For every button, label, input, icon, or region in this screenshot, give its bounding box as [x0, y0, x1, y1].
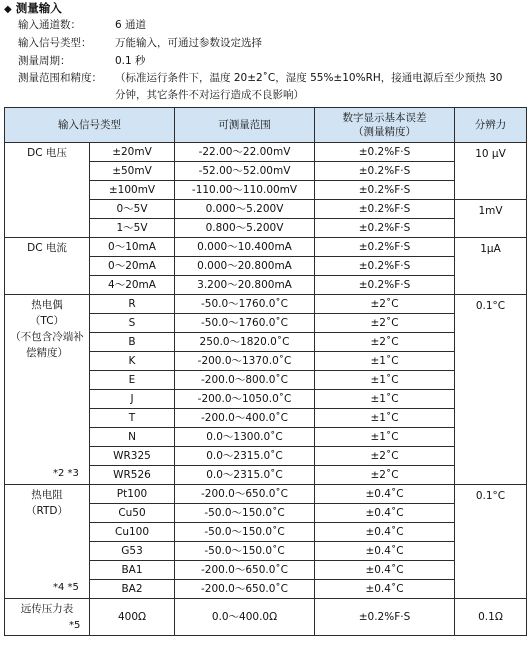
cell-type: ±100mV: [90, 181, 175, 200]
group-name: 热电偶: [31, 299, 63, 311]
cell-type: Pt100: [90, 485, 175, 504]
table-row: [5, 143, 527, 162]
cell-range: -200.0～1370.0˚C: [175, 352, 315, 371]
header-error-line2: （测量精度）: [353, 126, 416, 138]
cell-error: ±1˚C: [315, 352, 455, 371]
cell-error: ±2˚C: [315, 333, 455, 352]
cell-type: T: [90, 409, 175, 428]
cell-type: Cu50: [90, 504, 175, 523]
group-cell-dc-current: [5, 238, 90, 295]
cell-range: 0.000～5.200V: [175, 200, 315, 219]
group-footnote: *2 *3: [53, 468, 79, 479]
cell-type: WR526: [90, 466, 175, 485]
cell-error: ±2˚C: [315, 466, 455, 485]
diamond-bullet-icon: ◆: [4, 4, 12, 15]
group-cell-pressure-gauge: [5, 599, 90, 636]
cell-range: -110.00～110.00mV: [175, 181, 315, 200]
group-name: （不包含冷端补: [10, 331, 84, 343]
cell-type: E: [90, 371, 175, 390]
cell-type: Cu100: [90, 523, 175, 542]
info-value: 0.1 秒: [115, 55, 146, 67]
cell-range: -50.0～150.0˚C: [175, 542, 315, 561]
cell-error: ±2˚C: [315, 314, 455, 333]
cell-range: 0.0～2315.0˚C: [175, 466, 315, 485]
cell-type: G53: [90, 542, 175, 561]
group-name: 远传压力表: [20, 603, 74, 615]
cell-range: -50.0～150.0˚C: [175, 504, 315, 523]
cell-range: 0.000～10.400mA: [175, 238, 315, 257]
cell-type: J: [90, 390, 175, 409]
cell-error: ±0.4˚C: [315, 485, 455, 504]
group-name: DC 电流: [27, 242, 67, 254]
table-row: [5, 599, 527, 636]
cell-range: 0.0～1300.0˚C: [175, 428, 315, 447]
cell-range: -200.0～650.0˚C: [175, 580, 315, 599]
info-value: 万能输入，可通过参数设定选择: [115, 37, 262, 49]
cell-range: 0.0～400.0Ω: [175, 599, 315, 636]
cell-type: 0～5V: [90, 200, 175, 219]
header-type: 输入信号类型: [5, 108, 175, 143]
cell-range: -200.0～650.0˚C: [175, 485, 315, 504]
cell-type: BA1: [90, 561, 175, 580]
cell-type: 0～20mA: [90, 257, 175, 276]
cell-resolution: 0.1Ω: [455, 599, 527, 636]
info-key: 输入信号类型：: [18, 37, 92, 49]
group-cell-dc-voltage: [5, 143, 90, 238]
info-key: 输入通道数：: [18, 19, 81, 31]
cell-error: ±0.4˚C: [315, 504, 455, 523]
cell-range: 0.0～2315.0˚C: [175, 447, 315, 466]
cell-type: R: [90, 295, 175, 314]
cell-range: -52.00～52.00mV: [175, 162, 315, 181]
cell-error: ±0.4˚C: [315, 523, 455, 542]
cell-range: -200.0～650.0˚C: [175, 561, 315, 580]
header-error: [315, 108, 455, 143]
table-row: [5, 295, 527, 314]
section-title: 测量输入: [15, 1, 62, 15]
cell-type: WR325: [90, 447, 175, 466]
group-name: （TC）: [29, 315, 65, 327]
table-row: [5, 485, 527, 504]
cell-error: ±0.2%F·S: [315, 219, 455, 238]
cell-error: ±1˚C: [315, 428, 455, 447]
info-key: 测量范围和精度：: [18, 72, 102, 84]
table-row: [5, 238, 527, 257]
cell-type: K: [90, 352, 175, 371]
cell-type: B: [90, 333, 175, 352]
cell-type: ±50mV: [90, 162, 175, 181]
cell-range: -50.0～150.0˚C: [175, 523, 315, 542]
cell-error: ±0.2%F·S: [315, 181, 455, 200]
info-value: 6 通道: [115, 19, 147, 31]
cell-range: -22.00～22.00mV: [175, 143, 315, 162]
cell-type: BA2: [90, 580, 175, 599]
info-line: [18, 35, 262, 51]
cell-type: 4～20mA: [90, 276, 175, 295]
measurement-table: [4, 107, 527, 636]
group-name: （RTD）: [25, 505, 69, 517]
header-resolution: 分辨力: [455, 108, 527, 143]
info-value: 分钟，其它条件不对运行造成不良影响）: [115, 89, 304, 101]
group-name: DC 电压: [27, 147, 67, 159]
cell-range: 250.0～1820.0˚C: [175, 333, 315, 352]
cell-type: 400Ω: [90, 599, 175, 636]
cell-range: 0.800～5.200V: [175, 219, 315, 238]
cell-range: -200.0～800.0˚C: [175, 371, 315, 390]
table-body: [5, 143, 527, 636]
cell-error: ±2˚C: [315, 295, 455, 314]
cell-type: 1～5V: [90, 219, 175, 238]
group-name: 热电阻: [31, 489, 63, 501]
cell-error: ±1˚C: [315, 390, 455, 409]
cell-resolution: 0.1°C: [455, 295, 527, 485]
cell-error: ±0.4˚C: [315, 561, 455, 580]
info-key: 测量周期：: [18, 55, 71, 67]
header-range: 可测量范围: [175, 108, 315, 143]
cell-range: -200.0～400.0˚C: [175, 409, 315, 428]
cell-range: -50.0～1760.0˚C: [175, 314, 315, 333]
cell-error: ±1˚C: [315, 409, 455, 428]
cell-range: 3.200～20.800mA: [175, 276, 315, 295]
cell-error: ±0.4˚C: [315, 542, 455, 561]
cell-error: ±1˚C: [315, 371, 455, 390]
cell-range: -200.0～1050.0˚C: [175, 390, 315, 409]
cell-resolution: 1mV: [455, 200, 527, 238]
group-cell-thermocouple: [5, 295, 90, 485]
cell-range: 0.000～20.800mA: [175, 257, 315, 276]
group-footnote: *5: [69, 620, 81, 631]
cell-resolution: 0.1°C: [455, 485, 527, 599]
group-cell-rtd: [5, 485, 90, 599]
cell-type: N: [90, 428, 175, 447]
cell-error: ±0.2%F·S: [315, 276, 455, 295]
cell-type: S: [90, 314, 175, 333]
info-line: [18, 53, 146, 69]
info-line: [115, 87, 304, 103]
info-line: [18, 17, 146, 33]
cell-error: ±0.2%F·S: [315, 238, 455, 257]
cell-type: 0～10mA: [90, 238, 175, 257]
cell-error: ±2˚C: [315, 447, 455, 466]
cell-resolution: 1μA: [455, 238, 527, 295]
cell-error: ±0.2%F·S: [315, 162, 455, 181]
header-error-line1: 数字显示基本误差: [342, 112, 427, 124]
cell-error: ±0.2%F·S: [315, 599, 455, 636]
table-header-row: [5, 108, 527, 143]
info-line: [18, 70, 502, 86]
cell-error: ±0.2%F·S: [315, 200, 455, 219]
cell-error: ±0.2%F·S: [315, 257, 455, 276]
group-footnote: *4 *5: [53, 582, 79, 593]
group-name: 偿精度）: [26, 347, 68, 359]
cell-type: ±20mV: [90, 143, 175, 162]
cell-error: ±0.4˚C: [315, 580, 455, 599]
section-header: [4, 0, 62, 18]
cell-resolution: 10 μV: [455, 143, 527, 200]
cell-range: -50.0～1760.0˚C: [175, 295, 315, 314]
info-value: （标准运行条件下，温度 20±2˚C，湿度 55%±10%RH，接通电源后至少预热 30: [115, 72, 503, 84]
cell-error: ±0.2%F·S: [315, 143, 455, 162]
